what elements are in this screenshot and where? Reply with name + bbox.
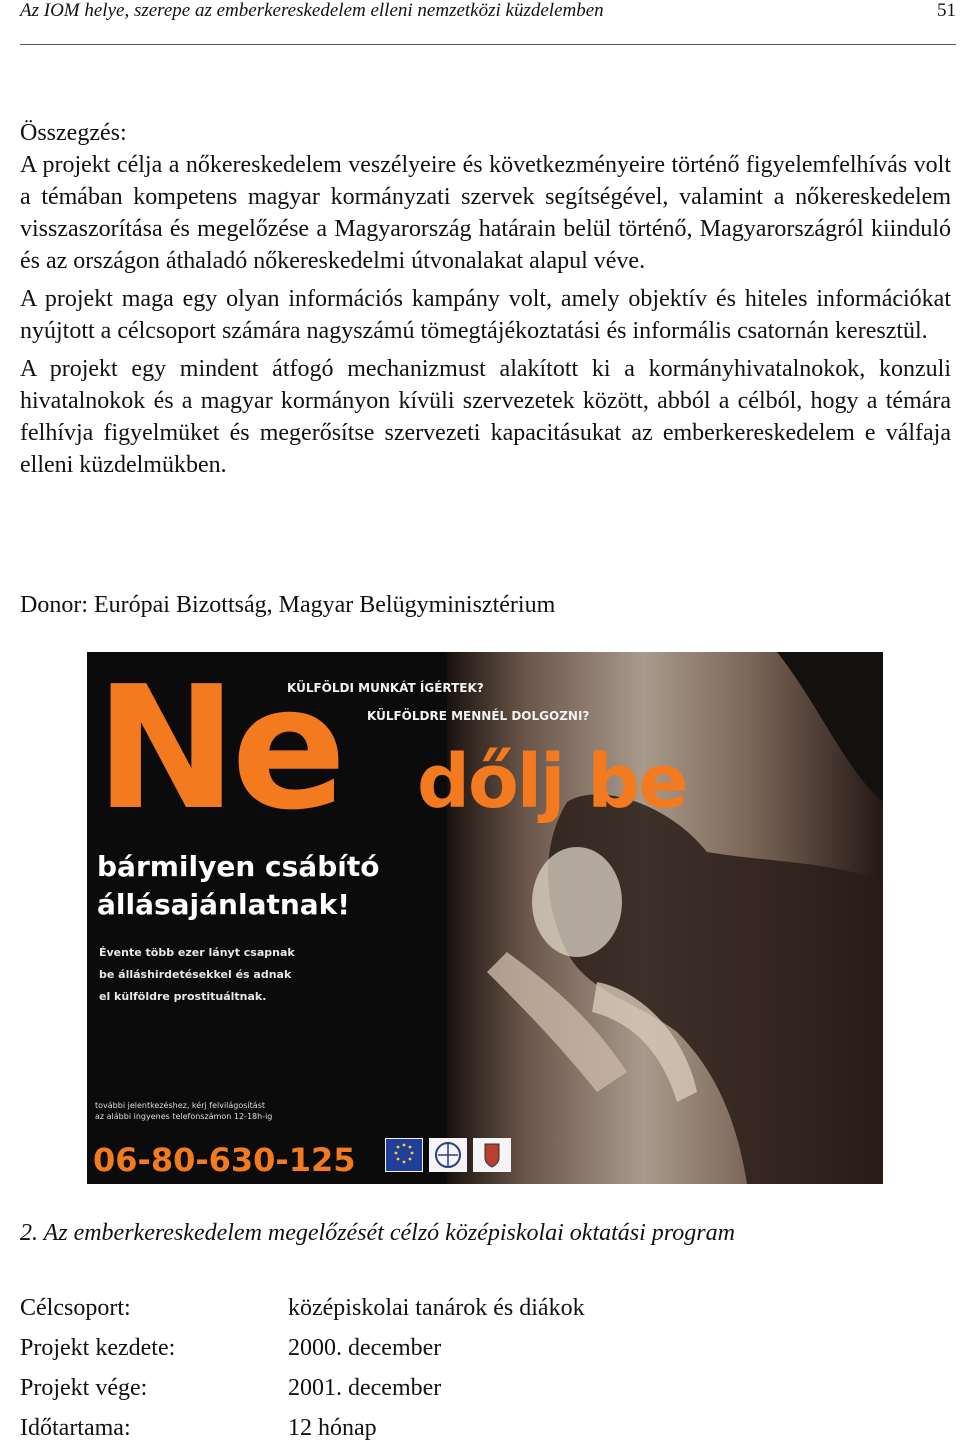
poster-slogan-line-2: állásajánlatnak! xyxy=(97,888,351,921)
running-title: Az IOM helye, szerepe az emberkereskedelem elleni nemzetközi küzdelemben xyxy=(20,0,604,21)
donor-line: Donor: Európai Bizottság, Magyar Belügyminisztérium xyxy=(20,592,556,618)
campaign-poster xyxy=(87,652,883,1184)
poster-warning-text xyxy=(99,942,359,1008)
ministry-emblem-icon xyxy=(473,1138,511,1172)
meta-label: Célcsoport: xyxy=(20,1295,131,1321)
page-header xyxy=(20,0,956,45)
meta-label: Projekt vége: xyxy=(20,1375,148,1401)
meta-row xyxy=(20,1288,720,1328)
poster-headline-ne: Ne xyxy=(95,652,341,848)
meta-label: Időtartama: xyxy=(20,1415,131,1441)
poster-tagline-2: KÜLFÖLDRE MENNÉL DOLGOZNI? xyxy=(367,709,590,723)
poster-photo xyxy=(447,652,883,1184)
woman-silhouette-image xyxy=(447,652,883,1184)
poster-slogan xyxy=(97,848,379,924)
summary-heading: Összegzés: xyxy=(20,120,127,146)
meta-value: 2000. december xyxy=(288,1335,442,1361)
summary-section xyxy=(20,117,951,487)
summary-paragraph-3: A projekt egy mindent átfogó mechanizmust alakított ki a kormányhivatalnokok, konzuli hivatalnokok és a magyar kormányon kívüli szervezetek között, abból a célból, hogy a témára felhívja figyelmüket és megerősítse szervezeti kapacitásukat az emberkereskedelem e válfaja elleni küzdelmükben. xyxy=(20,356,951,478)
meta-label: Projekt kezdete: xyxy=(20,1335,176,1361)
poster-info-line-2: az alábbi ingyenes telefonszámon 12-18h-ig xyxy=(95,1112,273,1121)
meta-row xyxy=(20,1408,720,1448)
meta-value: 2001. december xyxy=(288,1375,442,1401)
meta-value: 12 hónap xyxy=(288,1415,377,1441)
poster-info-text xyxy=(95,1100,395,1122)
meta-value: középiskolai tanárok és diákok xyxy=(288,1295,585,1321)
poster-warning-line-2: be álláshirdetésekkel és adnak xyxy=(99,968,292,981)
poster-headline-dolj-be: dőlj be xyxy=(417,739,687,825)
iom-logo-icon xyxy=(429,1138,467,1172)
page-number: 51 xyxy=(937,0,956,21)
summary-paragraph-2: A projekt maga egy olyan információs kampány volt, amely objektív és hiteles információkat nyújtott a célcsoport számára nagyszámú tömegtájékoztatási és informális csatornán keresztül. xyxy=(20,286,951,344)
poster-tagline-1: KÜLFÖLDI MUNKÁT ÍGÉRTEK? xyxy=(287,681,484,695)
poster-warning-line-1: Évente több ezer lányt csapnak xyxy=(99,946,295,959)
summary-paragraph-1: A projekt célja a nőkereskedelem veszélyeire és következményeire történő figyelemfelhívás volt a témában kompetens magyar kormányzati szervek segítségével, valamint a nőkereskedelem visszaszorítása és megelőzése a Magyarország határain belül történő, Magyarországról kiinduló és az országon áthaladó nőkereskedelmi útvonalakat alapul véve. xyxy=(20,152,951,274)
eu-flag-icon xyxy=(385,1138,423,1172)
meta-row xyxy=(20,1368,720,1408)
meta-row xyxy=(20,1328,720,1368)
section-title: 2. Az emberkereskedelem megelőzését célzó középiskolai oktatási program xyxy=(20,1220,735,1246)
project-meta xyxy=(20,1288,720,1448)
poster-phone-number: 06-80-630-125 xyxy=(93,1141,356,1179)
poster-info-line-1: további jelentkezéshez, kérj felvilágosítást xyxy=(95,1101,265,1110)
poster-slogan-line-1: bármilyen csábító xyxy=(97,850,380,883)
poster-warning-line-3: el külföldre prostituáltnak. xyxy=(99,990,267,1003)
